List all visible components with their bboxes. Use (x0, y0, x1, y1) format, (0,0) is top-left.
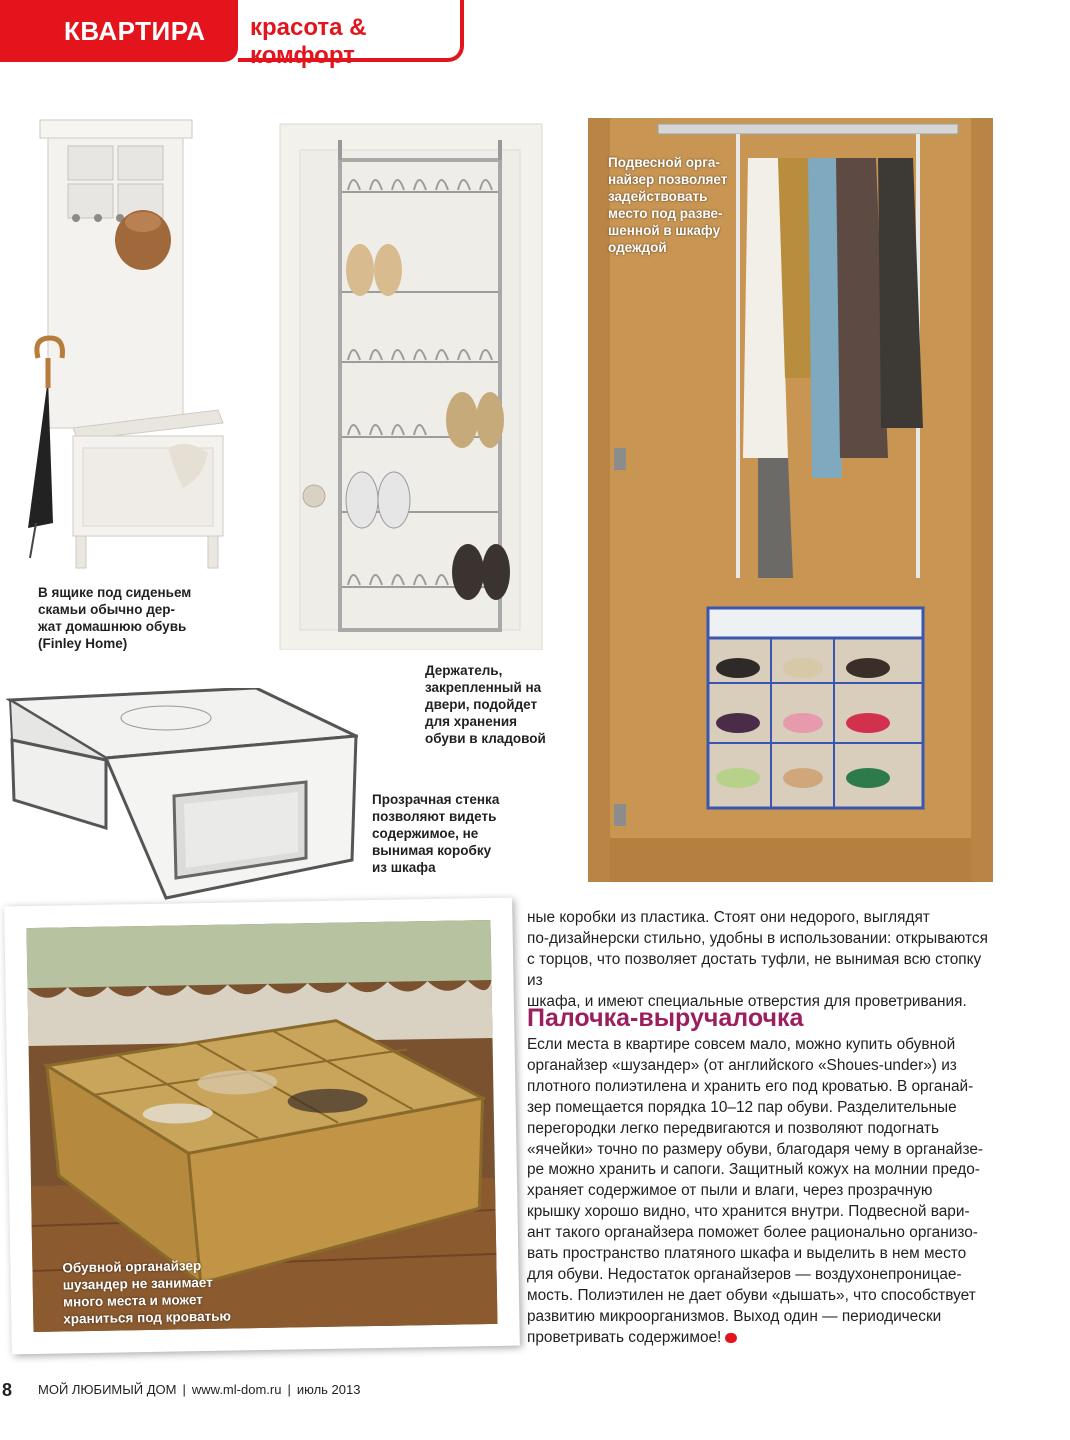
storage-box-photo (6, 688, 358, 902)
article-paragraph-1: ные коробки из пластика. Стоят они недорого, выглядят по-дизайнерски стильно, удобны в использовании: открываются с торцов, что позволяет достать туфли, не вынимая всю стопку из шкафа, и имеют специальные отверстия для проветривания. (527, 909, 988, 1010)
article-paragraph-2 (527, 1035, 997, 1349)
door-holder-caption: Держатель, закрепленный на двери, подойдет для хранения обуви в кладовой (425, 663, 546, 746)
footer-separator: | (287, 1382, 291, 1397)
bench-caption: В ящике под сиденьем скамьи обычно дер- жат домашнюю обувь (Finley Home) (38, 585, 192, 651)
section-title: КВАРТИРА (64, 16, 206, 46)
section-banner (0, 0, 238, 62)
magazine-name: МОЙ ЛЮБИМЫЙ ДОМ (38, 1382, 177, 1397)
wardrobe-caption: Подвесной орга- найзер позволяет задействовать место под разве- шенной в шкафу одеждой (608, 155, 728, 255)
article-subheading: Палочка-выручалочка (527, 1004, 804, 1032)
bench-photo (18, 118, 248, 573)
magazine-site: www.ml-dom.ru (191, 1382, 282, 1397)
article-paragraph-2-text: Если места в квартире совсем мало, можно купить обувной органайзер «шузандер» (от английского «Shoues-under») из плотного полиэтилена и хранить его под кроватью. В органай- зер помещается порядка 10–12 пар обуви. Разделительные перегородки легко передвигаются и позволяют подогнать «ячейки» точно по размеру обуви, благодаря чему в органайзе- ре можно хранить и сапоги. Защитный кожух на молнии предо- храняет содержимое от пыли и влаги, через прозрачную крышку хорошо видно, что хранится внутри. Подвесной вари- ант такого органайзера поможет более рационально организо- вать пространство платяного шкафа и выделить в нем место для обуви. Недостаток органайзеров — воздухонепроницае- мость. Полиэтилен не дает обуви «дышать», что способствует развитию микроорганизмов. Выход один — периодически проветривать содержимое! (527, 1036, 984, 1346)
rubric-title: красота & комфорт (250, 14, 367, 69)
under-bed-photo (4, 898, 520, 1355)
issue-date: июль 2013 (296, 1382, 361, 1397)
end-of-article-icon (725, 1333, 737, 1343)
footer-separator: | (182, 1382, 186, 1397)
footer-line (38, 1382, 360, 1397)
box-caption: Прозрачная стенка позволяют видеть содержимое, не вынимая коробку из шкафа (372, 792, 500, 875)
door-rack-photo (270, 120, 545, 650)
page-number: 8 (2, 1380, 13, 1400)
under-bed-caption: Обувной органайзер шузандер не занимает много места и может храниться под кроватью (62, 1258, 232, 1327)
rubric-tab (238, 0, 464, 69)
